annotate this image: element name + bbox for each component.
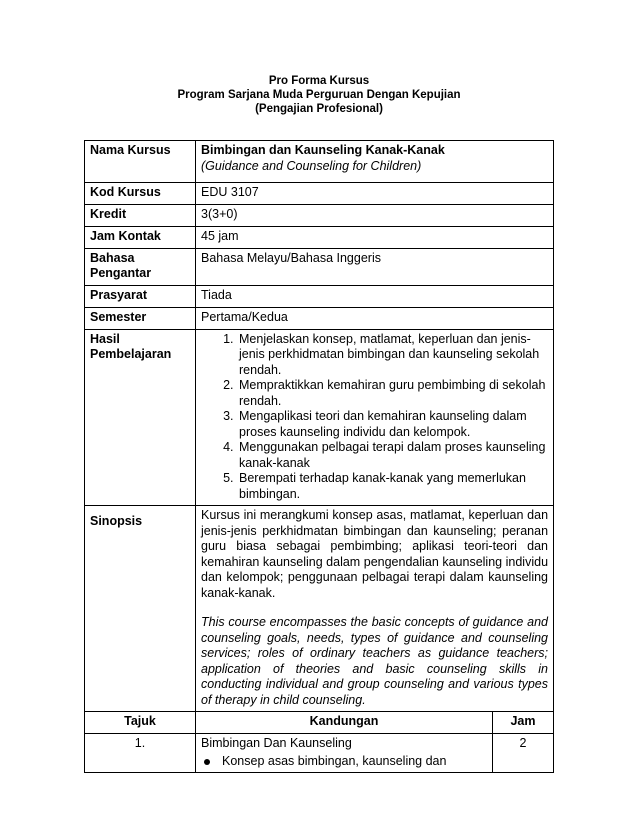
label-kod-kursus: Kod Kursus (85, 183, 196, 205)
header-program: Program Sarjana Muda Perguruan Dengan Kepujian (177, 89, 461, 101)
course-name: Bimbingan dan Kaunseling Kanak-Kanak (201, 143, 445, 157)
row-kredit (85, 204, 554, 226)
synopsis-english: This course encompasses the basic concepts of guidance and counseling goals, needs, types of guidance and counseling services; roles of ordinary teachers as guidance teachers; application of theories and basic counseling skills in conducting individual and group counseling and various types of therapy in child counseling. (201, 615, 549, 707)
row-semester (85, 307, 554, 329)
learning-outcome-item: 2. Mempraktikkan kemahiran guru pembimbing di sekolah rendah. (237, 378, 548, 409)
header-subtitle: (Pengajian Profesional) (255, 103, 383, 115)
header-tajuk: Tajuk (85, 712, 196, 734)
value-kod-kursus: EDU 3107 (196, 183, 554, 205)
header-title: Pro Forma Kursus (268, 75, 370, 87)
value-bahasa-pengantar: Bahasa Melayu/Bahasa Inggeris (196, 248, 554, 285)
row-bahasa-pengantar (85, 248, 554, 285)
topic-hours: 2 (493, 734, 554, 773)
course-proforma-table (84, 140, 554, 773)
label-hasil-line1: Hasil (90, 331, 120, 346)
row-jam-kontak (85, 226, 554, 248)
row-prasyarat (85, 285, 554, 307)
row-hasil-pembelajaran (85, 329, 554, 506)
learning-outcome-item: 3. Mengaplikasi teori dan kemahiran kaunseling dalam proses kaunseling individu dan kelompok. (237, 409, 548, 440)
value-sinopsis (196, 506, 554, 712)
topic-title: Bimbingan Dan Kaunseling (201, 736, 352, 750)
label-prasyarat: Prasyarat (85, 285, 196, 307)
label-jam-kontak: Jam Kontak (85, 226, 196, 248)
label-bahasa-line1: Bahasa (90, 250, 135, 265)
label-bahasa-pengantar (85, 248, 196, 285)
learning-outcomes-list (201, 332, 548, 503)
bullet-icon (204, 759, 210, 765)
topic-number: 1. (85, 734, 196, 773)
value-jam-kontak: 45 jam (196, 226, 554, 248)
learning-outcome-item: 1. Menjelaskan konsep, matlamat, keperluan dan jenis-jenis perkhidmatan bimbingan dan kaunseling sekolah rendah. (237, 332, 548, 379)
label-semester: Semester (85, 307, 196, 329)
topic-row (85, 734, 554, 773)
row-sinopsis (85, 506, 554, 712)
row-nama-kursus (85, 141, 554, 183)
label-sinopsis: Sinopsis (85, 506, 196, 712)
course-name-english: (Guidance and Counseling for Children) (201, 158, 422, 173)
row-kod-kursus (85, 183, 554, 205)
topic-bullet-text: Konsep asas bimbingan, kaunseling dan (222, 753, 447, 768)
topics-header-row (85, 712, 554, 734)
synopsis-malay: Kursus ini merangkumi konsep asas, matlamat, keperluan dan jenis-jenis perkhidmatan bimbingan dan kaunseling; peranan guru biasa sebagai pembimbing; aplikasi teori-teori dan kemahiran kaunseling dalam pengendalian kaunseling individu dan kelompok; penggunaan pelbagai terapi dalam kaunseling kanak-kanak. (201, 508, 549, 600)
learning-outcome-item: 5. Berempati terhadap kanak-kanak yang memerlukan bimbingan. (237, 471, 548, 502)
value-prasyarat: Tiada (196, 285, 554, 307)
topic-bullet-item (201, 754, 487, 770)
learning-outcome-item: 4. Menggunakan pelbagai terapi dalam proses kaunseling kanak-kanak (237, 440, 548, 471)
value-nama-kursus (196, 141, 554, 183)
topic-content (196, 734, 493, 773)
header-kandungan: Kandungan (196, 712, 493, 734)
label-hasil-pembelajaran (85, 329, 196, 506)
label-hasil-line2: Pembelajaran (90, 347, 172, 361)
header-jam: Jam (493, 712, 554, 734)
document-header (0, 74, 638, 116)
label-nama-kursus: Nama Kursus (85, 141, 196, 183)
value-kredit: 3(3+0) (196, 204, 554, 226)
value-semester: Pertama/Kedua (196, 307, 554, 329)
value-hasil-pembelajaran (196, 329, 554, 506)
label-kredit: Kredit (85, 204, 196, 226)
label-bahasa-line2: Pengantar (90, 266, 152, 280)
